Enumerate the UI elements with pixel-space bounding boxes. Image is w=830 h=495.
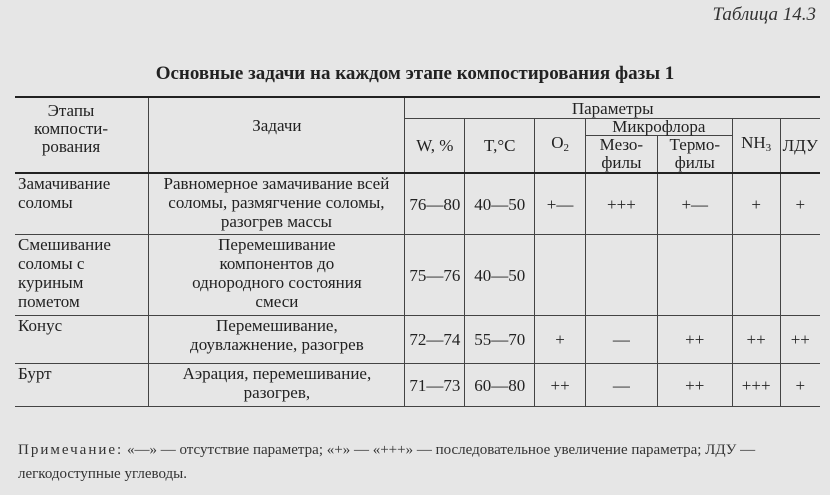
header-nh3: $NH_3$ <box>732 119 780 174</box>
header-tasks: Задачи <box>149 97 405 173</box>
w-cell: 72—74 <box>405 316 465 364</box>
table-row <box>15 235 820 316</box>
t-cell: 40—50 <box>465 235 535 316</box>
header-meso: Мезо-филы <box>585 136 657 174</box>
o2-cell <box>535 235 586 316</box>
ldu-cell <box>780 235 820 316</box>
note-text: «—» — отсутствие параметра; «+» — «+++» — последовательное увеличение параметра; ЛДУ — легкодоступные углеводы. <box>18 442 756 482</box>
stage-cell: Замачивание соломы <box>15 173 149 235</box>
table-row <box>15 316 820 364</box>
table-row <box>15 364 820 407</box>
task-cell: Перемешивание, доувлажнение, разогрев <box>149 316 405 364</box>
nh3-cell: ++ <box>732 316 780 364</box>
header-thermo: Термо-филы <box>657 136 732 174</box>
nh3-cell <box>732 235 780 316</box>
o2-cell: ++ <box>535 364 586 407</box>
t-cell: 60—80 <box>465 364 535 407</box>
table-row <box>15 173 820 235</box>
o2-cell: +— <box>535 173 586 235</box>
t-cell: 55—70 <box>465 316 535 364</box>
w-cell: 76—80 <box>405 173 465 235</box>
stage-cell: Конус <box>15 316 149 364</box>
meso-cell: — <box>585 316 657 364</box>
header-o2: $O_2$ <box>535 119 586 174</box>
stage-cell: Бурт <box>15 364 149 407</box>
thermo-cell: +— <box>657 173 732 235</box>
thermo-cell: ++ <box>657 316 732 364</box>
task-cell: Равномерное замачивание всей соломы, размягчение соломы, разогрев массы <box>149 173 405 235</box>
nh3-cell: +++ <box>732 364 780 407</box>
header-t: T,°C <box>465 119 535 174</box>
w-cell: 71—73 <box>405 364 465 407</box>
ldu-cell: ++ <box>780 316 820 364</box>
thermo-cell <box>657 235 732 316</box>
ldu-cell: + <box>780 173 820 235</box>
header-w: W, % <box>405 119 465 174</box>
nh3-cell: + <box>732 173 780 235</box>
o2-cell: + <box>535 316 586 364</box>
table-note <box>18 438 818 486</box>
w-cell: 75—76 <box>405 235 465 316</box>
note-label: Примечание: <box>18 442 124 458</box>
thermo-cell: ++ <box>657 364 732 407</box>
header-row <box>15 97 820 119</box>
meso-cell: — <box>585 364 657 407</box>
task-cell: Аэрация, перемешивание, разогрев, <box>149 364 405 407</box>
header-ldu: ЛДУ <box>780 119 820 174</box>
table-title: Основные задачи на каждом этапе компостирования фазы 1 <box>155 63 675 84</box>
t-cell: 40—50 <box>465 173 535 235</box>
stage-cell: Смешивание соломы с куриным пометом <box>15 235 149 316</box>
meso-cell <box>585 235 657 316</box>
header-stage: Этапы компости-рования <box>15 97 149 173</box>
header-microflora: Микрофлора <box>585 119 732 136</box>
ldu-cell: + <box>780 364 820 407</box>
compost-table <box>15 96 820 407</box>
table-number: Таблица 14.3 <box>712 4 816 25</box>
task-cell: Перемешивание компонентов до однородного состояния смеси <box>149 235 405 316</box>
meso-cell: +++ <box>585 173 657 235</box>
header-params: Параметры <box>405 97 820 119</box>
